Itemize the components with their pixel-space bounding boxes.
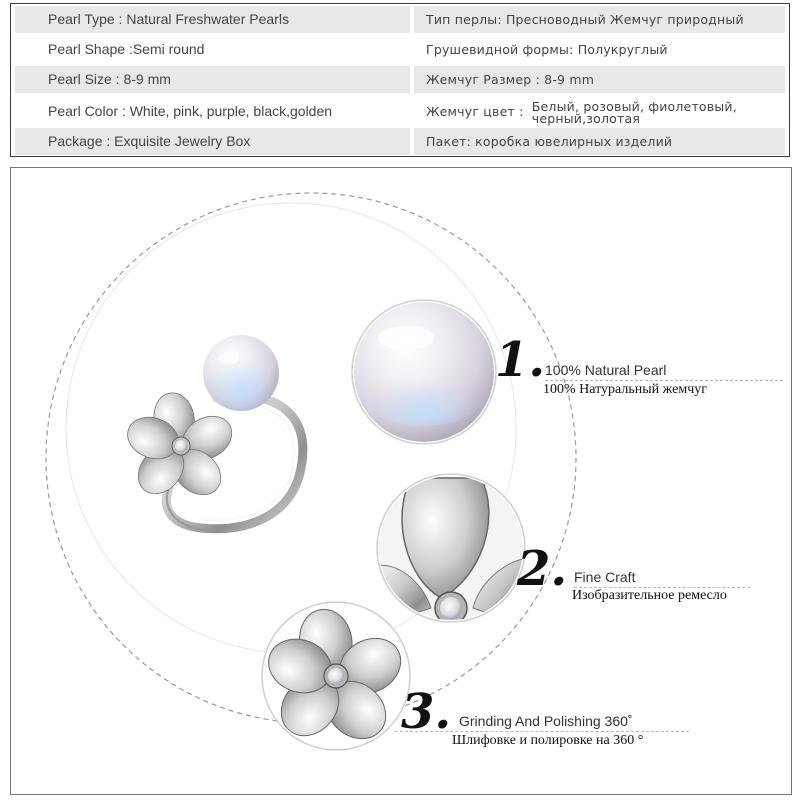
feature-1-number: 1.: [495, 332, 546, 388]
spec-color-ru-label: Жемчуг цвет :: [426, 104, 524, 119]
spec-row-type: [15, 6, 785, 33]
feature-3-en: Grinding And Polishing 360˚: [459, 713, 633, 729]
ring-flower: [122, 390, 240, 504]
spec-row-shape: [15, 36, 785, 63]
spec-row-package: [15, 128, 785, 155]
feature-3-line: [395, 731, 689, 732]
spec-size-ru: Жемчуг Размер : 8-9 mm: [414, 66, 785, 93]
spec-package-en: Package : Exquisite Jewelry Box: [15, 128, 410, 155]
spec-table: [10, 3, 790, 157]
spec-shape-en: Pearl Shape :Semi round: [48, 41, 205, 57]
spec-row-color: [15, 97, 785, 126]
feature-1-en: 100% Natural Pearl: [545, 362, 667, 378]
spec-row-size: [15, 66, 785, 93]
spec-type-ru: Тип перлы: Пресноводный Жемчуг природный: [414, 6, 785, 33]
feature-3-ru: Шлифовке и полировке на 360 °: [452, 733, 644, 748]
feature-3-number: 3.: [401, 684, 452, 740]
spec-size-en: Pearl Size : 8-9 mm: [15, 66, 410, 93]
product-panel: [10, 167, 792, 795]
spec-type-en: Pearl Type : Natural Freshwater Pearls: [15, 6, 410, 33]
feature-2-ru: Изобразительное ремесло: [572, 588, 727, 603]
spec-shape-ru: Грушевидной формы: Полукруглый: [426, 42, 668, 57]
feature-1-ru: 100% Натуральный жемчуг: [543, 382, 708, 397]
spec-color-en: Pearl Color : White, pink, purple, black,golden: [48, 103, 333, 119]
spec-package-ru: Пакет: коробка ювелирных изделий: [414, 128, 785, 155]
feature-2-number: 2.: [517, 541, 568, 597]
feature-1-line: [545, 380, 783, 381]
spec-color-ru-value: Белый, розовый, фиолетовый, черный,золотая: [531, 98, 737, 126]
spec-color-ru: [414, 97, 785, 126]
feature-2-en: Fine Craft: [574, 569, 636, 585]
